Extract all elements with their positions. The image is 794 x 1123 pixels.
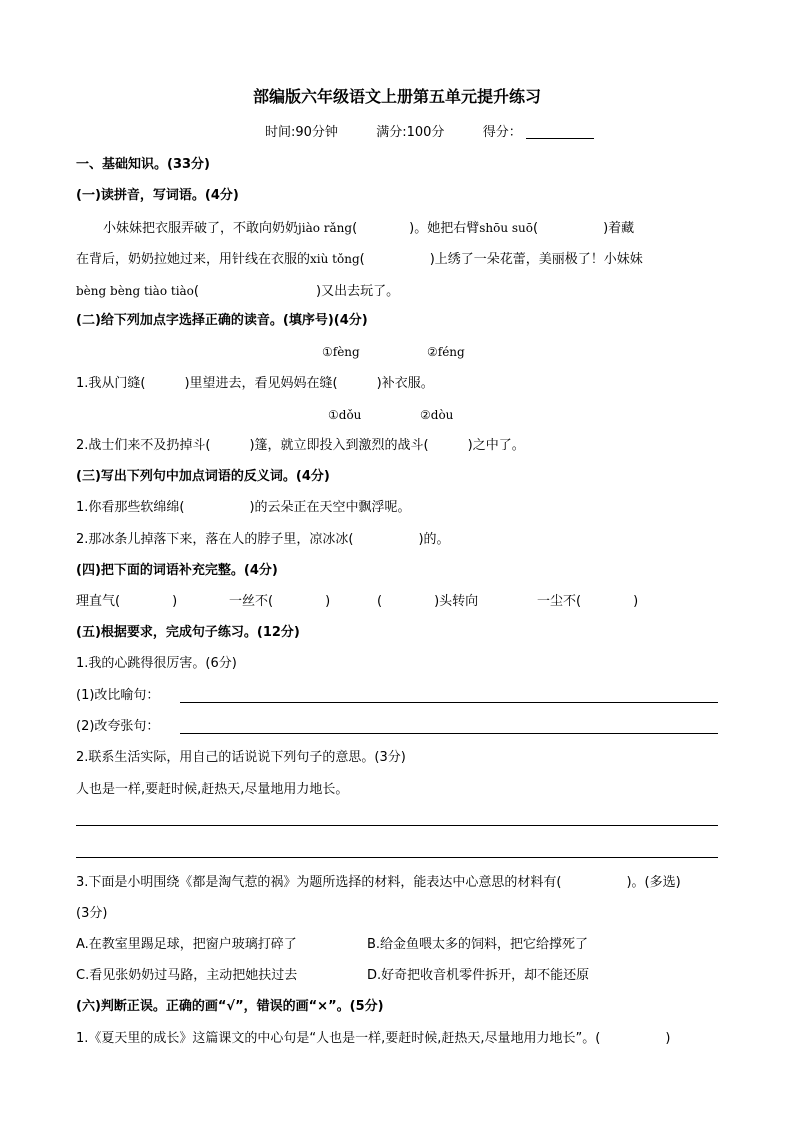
page-title: 部编版六年级语文上册第五单元提升练习: [252, 87, 541, 106]
pinyin-paragraph-line2: 在背后，奶奶拉她过来，用针线在衣服的xiù tǒng( )上绣了一朵花蕾，美丽极了！小妹妹: [76, 252, 643, 267]
pinyin-word: bèng bèng tiào tiào: [76, 284, 194, 298]
answer-line[interactable]: [76, 857, 718, 858]
pinyin-paragraph-line1: 小妹妹把衣服弄破了，不敢向奶奶jiào rǎng( )。她把右臂shōu suō( )着藏: [103, 221, 635, 236]
part-heading: 一、基础知识。(33分): [76, 157, 210, 172]
question-score: (3分): [76, 906, 108, 921]
reading-option: ①dǒu: [328, 408, 362, 422]
section-heading: (六)判断正误。正确的画“√”，错误的画“×”。(5分): [76, 999, 384, 1014]
question-line[interactable]: 1.《夏天里的成长》这篇课文的中心句是“人也是一样,要赶时候,赶热天,尽量地用力地长”。( ): [76, 1031, 671, 1046]
choice-c[interactable]: C.看见张奶奶过马路，主动把她扶过去: [76, 968, 298, 983]
exaggeration-label: (2)改夸张句：: [76, 719, 160, 734]
choice-a[interactable]: A.在教室里踢足球，把窗户玻璃打碎了: [76, 937, 297, 952]
reading-option: ①fèng: [322, 345, 360, 359]
exam-meta: [265, 124, 594, 142]
metaphor-label: (1)改比喻句：: [76, 688, 160, 703]
metaphor-answer-line[interactable]: [180, 702, 718, 703]
section-heading: (三)写出下列句中加点词语的反义词。(4分): [76, 469, 330, 484]
question-line[interactable]: 2.那冰条儿掉落下来，落在人的脖子里，凉冰冰( )的。: [76, 532, 450, 547]
section-heading: (四)把下面的词语补充完整。(4分): [76, 563, 278, 578]
question-line[interactable]: 1.你看那些软绵绵( )的云朵正在天空中飘浮呢。: [76, 500, 411, 515]
idiom-blank[interactable]: 理直气( ): [76, 594, 178, 609]
idiom-blank[interactable]: ( )头转向: [377, 594, 479, 609]
question-line[interactable]: 1.我从门缝( )里望进去，看见妈妈在缝( )补衣服。: [76, 376, 434, 391]
question-line[interactable]: 3.下面是小明围绕《都是淘气惹的祸》为题所选择的材料，能表达中心意思的材料有( )。(多选): [76, 875, 681, 890]
question-line: 1.我的心跳得很厉害。(6分): [76, 656, 237, 671]
idiom-blank[interactable]: 一尘不( ): [537, 594, 639, 609]
pinyin-paragraph-line3: [76, 282, 399, 301]
answer-blank[interactable]: ( )又出去玩了。: [193, 284, 400, 299]
choice-b[interactable]: B.给金鱼喂太多的饲料，把它给撑死了: [367, 937, 589, 952]
question-line: 2.联系生活实际，用自己的话说说下列句子的意思。(3分): [76, 750, 406, 765]
question-line[interactable]: 2.战士们来不及扔掉斗( )篷，就立即投入到激烈的战斗( )之中了。: [76, 438, 525, 453]
answer-blank[interactable]: ( )着藏: [533, 221, 635, 236]
answer-blank[interactable]: ( )上绣了一朵花蕾，美丽极了！小妹妹: [359, 252, 643, 267]
full-score: 满分:100分: [376, 125, 445, 140]
exaggeration-answer-line[interactable]: [180, 733, 718, 734]
section-heading: (一)读拼音，写词语。(4分): [76, 188, 239, 203]
quoted-sentence: 人也是一样,要赶时候,赶热天,尽量地用力地长。: [76, 782, 349, 797]
answer-blank[interactable]: ( )。她把右臂: [352, 221, 480, 236]
answer-line[interactable]: [76, 825, 718, 826]
pinyin-word: xiù tǒng: [310, 252, 360, 266]
section-heading: (二)给下列加点字选择正确的读音。(填序号)(4分): [76, 313, 368, 328]
pinyin-word: jiào rǎng: [298, 221, 353, 235]
section-heading: (五)根据要求，完成句子练习。(12分): [76, 625, 300, 640]
time-limit: 时间:90分钟: [265, 125, 338, 140]
score-field[interactable]: [526, 124, 594, 139]
reading-option: ②dòu: [420, 408, 454, 422]
pinyin-word: shōu suō: [479, 221, 533, 235]
idiom-blank[interactable]: 一丝不( ): [229, 594, 331, 609]
reading-option: ②féng: [427, 345, 465, 359]
score-label: 得分：: [482, 125, 522, 140]
choice-d[interactable]: D.好奇把收音机零件拆开，却不能还原: [367, 968, 590, 983]
